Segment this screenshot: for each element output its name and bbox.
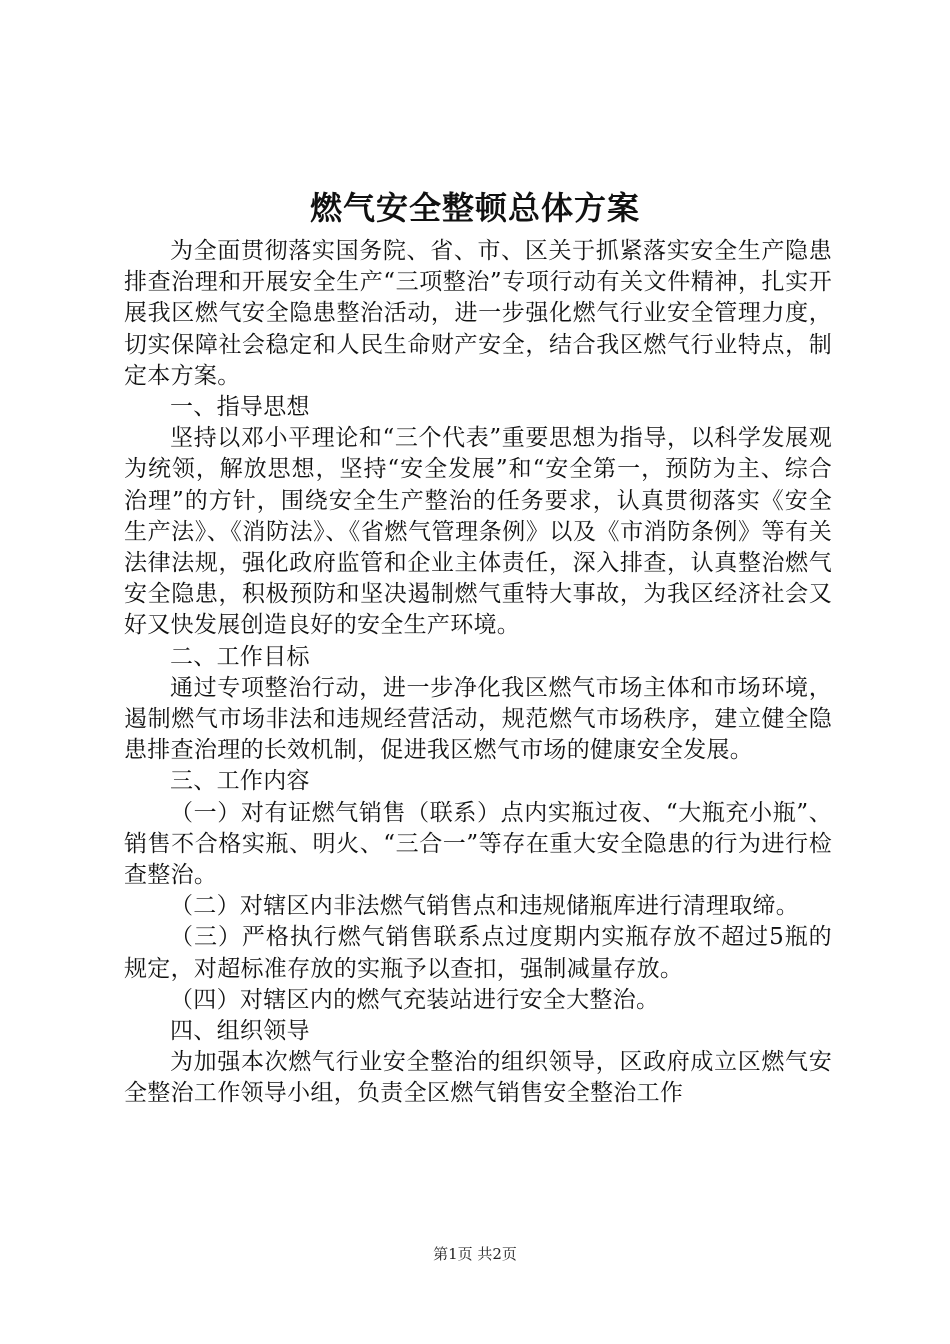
work-goal-paragraph: 通过专项整治行动，进一步净化我区燃气市场主体和市场环境，遏制燃气市场非法和违规经营活动，规范燃气市场秩序，建立健全隐患排查治理的长效机制，促进我区燃气市场的健康安全发展。 [124, 674, 832, 764]
section-heading-organization: 四、组织领导 [170, 1018, 310, 1045]
work-content-item-2: （二）对辖区内非法燃气销售点和违规储瓶库进行清理取缔。 [170, 893, 800, 920]
section-heading-guiding-thought: 一、指导思想 [170, 394, 310, 421]
work-content-item-1: （一）对有证燃气销售（联系）点内实瓶过夜、“大瓶充小瓶”、销售不合格实瓶、明火、“三合一”等存在重大安全隐患的行为进行检查整治。 [124, 799, 832, 889]
work-content-item-3: （三）严格执行燃气销售联系点过度期内实瓶存放不超过5瓶的规定，对超标准存放的实瓶予以查扣，强制减量存放。 [124, 924, 832, 982]
organization-paragraph: 为加强本次燃气行业安全整治的组织领导，区政府成立区燃气安全整治工作领导小组，负责全区燃气销售安全整治工作 [124, 1049, 832, 1107]
section-heading-work-goal: 二、工作目标 [170, 643, 310, 670]
section-heading-work-content: 三、工作内容 [170, 768, 310, 795]
guiding-thought-paragraph: 坚持以邓小平理论和“三个代表”重要思想为指导，以科学发展观为统领，解放思想，坚持“安全发展”和“安全第一，预防为主、综合治理”的方针，围绕安全生产整治的任务要求，认真贯彻落实《安全生产法》、《消防法》、《省燃气管理条例》以及《市消防条例》等有关法律法规，强化政府监管和企业主体责任，深入排查，认真整治燃气安全隐患，积极预防和坚决遏制燃气重特大事故，为我区经济社会又好又快发展创造良好的安全生产环境。 [124, 425, 832, 639]
intro-paragraph: 为全面贯彻落实国务院、省、市、区关于抓紧落实安全生产隐患排查治理和开展安全生产“三项整治”专项行动有关文件精神，扎实开展我区燃气安全隐患整治活动，进一步强化燃气行业安全管理力度，切实保障社会稳定和人民生命财产安全，结合我区燃气行业特点，制定本方案。 [124, 238, 832, 389]
work-content-item-4: （四）对辖区内的燃气充装站进行安全大整治。 [170, 986, 660, 1013]
document-title: 燃气安全整顿总体方案 [309, 189, 640, 227]
document-body [124, 236, 832, 1110]
page-number-footer: 第1页 共2页 [433, 1245, 517, 1263]
